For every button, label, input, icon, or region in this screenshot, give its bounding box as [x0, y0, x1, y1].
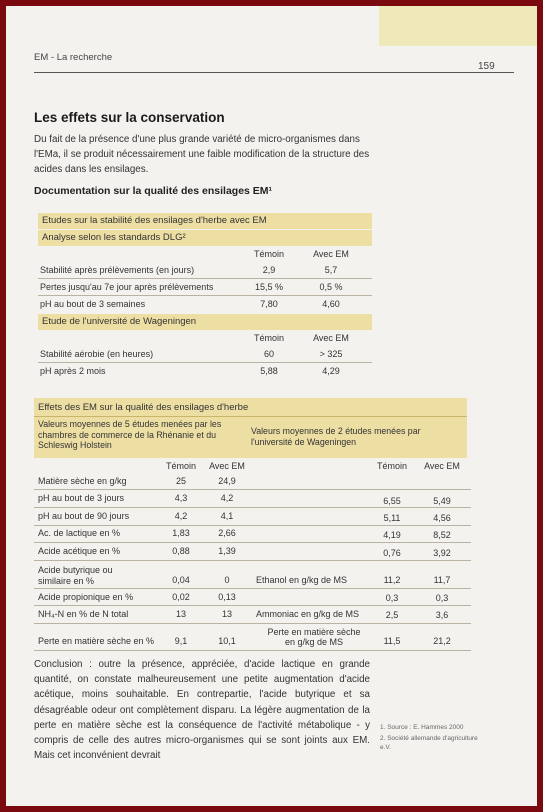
table2-row-a: 9,1	[174, 636, 188, 646]
table2-col-d: Avec EM	[424, 461, 460, 471]
table2-row-c: 0,76	[383, 548, 401, 558]
table1-sub2-col-b: Avec EM	[313, 333, 349, 343]
table2-col-a: Témoin	[165, 461, 196, 471]
table1-subtitle: Analyse selon les standards DLG²	[38, 230, 372, 246]
table2-row-b: 24,9	[218, 476, 236, 486]
table2-row-a: 13	[175, 609, 186, 619]
row-divider	[34, 623, 471, 624]
table2-row-a: 0,04	[172, 575, 190, 585]
row-divider	[34, 489, 471, 490]
table1-col-a: Témoin	[253, 249, 284, 259]
row-divider	[38, 278, 372, 279]
table2-row-label: NH₄-N en % de N total	[38, 609, 129, 619]
footnote-2: 2. Société allemande d'agriculture	[380, 735, 478, 742]
table2-row-label: Perte en matière sèche en %	[38, 636, 155, 646]
table1-row-label: pH au bout de 3 semaines	[40, 299, 146, 309]
table2-row-b: 2,66	[218, 528, 236, 538]
table1-row-label: Stabilité après prélèvements (en jours)	[40, 265, 195, 275]
table2-left-head: Valeurs moyennes de 5 études menées par les chambres de commerce de la Rhénanie et du Schleswig Holstein	[38, 419, 222, 450]
table1-sub2-row-a: 60	[263, 349, 274, 359]
table1-row-b: 5,7	[324, 265, 338, 275]
table1-sub2-row-b: 4,29	[322, 366, 340, 376]
table2-row-label: Acide butyrique ou similaire en %	[38, 565, 113, 586]
table1-sub2-title: Etude de l'université de Wageningen	[38, 314, 372, 330]
table2-row-d: 3,92	[433, 548, 451, 558]
table2-row-b: 1,39	[218, 546, 236, 556]
header-rule	[34, 72, 514, 73]
section-title: Les effets sur la conservation	[34, 110, 225, 125]
table2-row-a: 25	[175, 476, 186, 486]
table1-col-b: Avec EM	[313, 249, 349, 259]
table1-row-a: 2,9	[262, 265, 276, 275]
table2-title: Effets des EM sur la qualité des ensilages d'herbe	[38, 402, 249, 413]
table2-row-b: 0,13	[218, 592, 236, 602]
table2-right-head: Valeurs moyennes de 2 études menées par l'université de Wageningen	[251, 426, 421, 447]
doc-heading: Documentation sur la qualité des ensilages EM¹	[34, 185, 273, 197]
table2-bottom-rule	[34, 650, 471, 651]
table2-row-c: 11,5	[383, 636, 401, 646]
table2-row-d: 8,52	[433, 530, 451, 540]
table2-row-b: 4,2	[220, 493, 234, 503]
row-divider	[34, 560, 471, 561]
row-divider	[38, 362, 372, 363]
table2-row-d: 0,3	[435, 593, 449, 603]
table1-sub2-row-a: 5,88	[260, 366, 278, 376]
page-number: 159	[478, 61, 495, 72]
table2-row-label: Acide propionique en %	[38, 592, 134, 602]
row-divider	[34, 542, 471, 543]
table2-row-a: 0,88	[172, 546, 190, 556]
table2-row-rlabel: Ammoniac en g/kg de MS	[256, 609, 360, 619]
footnote-1: 1. Source : E. Hammes 2000	[380, 724, 464, 731]
table2-row-d: 4,56	[433, 513, 451, 523]
table2-row-d: 3,6	[435, 610, 449, 620]
table2-row-c: 0,3	[385, 593, 399, 603]
table2-row-c: 2,5	[385, 610, 399, 620]
table2-col-c: Témoin	[376, 461, 407, 471]
table1-sub2-col-a: Témoin	[253, 333, 284, 343]
table2-row-label: Acide acétique en %	[38, 546, 121, 556]
row-divider	[34, 525, 471, 526]
table2-row-b: 0	[224, 575, 230, 585]
table2-row-b: 10,1	[218, 636, 236, 646]
table2-title-rule	[34, 416, 467, 417]
table2-row-a: 1,83	[172, 528, 190, 538]
table2-row-c: 5,11	[383, 513, 401, 523]
table1-row-label: Pertes jusqu'au 7e jour après prélèvements	[40, 282, 214, 292]
table2-row-label: pH au bout de 3 jours	[38, 493, 125, 503]
table2-row-label: pH au bout de 90 jours	[38, 511, 130, 521]
table1-row-b: 0,5 %	[319, 282, 343, 292]
table2-row-c: 6,55	[383, 496, 401, 506]
table1-sub2-row-label: Stabilité aérobie (en heures)	[40, 349, 154, 359]
row-divider	[34, 588, 471, 589]
table2-row-a: 0,02	[172, 592, 190, 602]
table2-row-c: 11,2	[383, 575, 401, 585]
table1-row-a: 15,5 %	[254, 282, 284, 292]
table2-row-b: 4,1	[220, 511, 234, 521]
table2-row-a: 4,3	[174, 493, 188, 503]
table2-row-rlabel: Ethanol en g/kg de MS	[256, 575, 348, 585]
table1-title: Etudes sur la stabilité des ensilages d'herbe avec EM	[38, 213, 372, 229]
table1-sub2-row-b: > 325	[319, 349, 343, 359]
running-title: EM - La recherche	[34, 52, 113, 63]
table2-row-c: 4,19	[383, 530, 401, 540]
footnote-2-cont: e.V.	[380, 744, 391, 751]
intro-paragraph: Du fait de la présence d'une plus grande variété de micro-organismes dans l'EMa, il se produit nécessairement une faible modification de la structure des acides dans les ensilages.	[34, 134, 370, 175]
row-divider	[34, 507, 471, 508]
table2-row-label: Ac. de lactique en %	[38, 528, 121, 538]
table2-row-d: 5,49	[433, 496, 451, 506]
table2-row-a: 4,2	[174, 511, 188, 521]
table1-row-a: 7,80	[260, 299, 278, 309]
table1-row-b: 4,60	[322, 299, 340, 309]
conclusion-paragraph: Conclusion : outre la présence, appréciée, d'acide lactique en grande quantité, on constate malheureusement une petite augmentation d'acide acétique, moins souhaitable. En contrepartie, l'acide butyrique et sa désagréable odeur ont complètement disparu. La légère augmentation de la perte en matière sèche est la conséquence de l'activité métabolique - y compris de celle des autres micro-organismes qui se sont joints aux EM. Mais cet inconvénient devrait	[34, 659, 370, 762]
table2-row-b: 13	[221, 609, 232, 619]
row-divider	[38, 295, 372, 296]
row-divider	[34, 605, 471, 606]
table2-row-label: Matière sèche en g/kg	[38, 476, 127, 486]
table2-row-d: 11,7	[433, 575, 451, 585]
document-page	[6, 6, 537, 806]
top-color-block	[379, 6, 537, 46]
table1-sub2-row-label: pH après 2 mois	[40, 366, 106, 376]
table2-row-d: 21,2	[433, 636, 451, 646]
table2-row-rlabel: Perte en matière sèche en g/kg de MS	[267, 627, 361, 647]
table2-col-b: Avec EM	[209, 461, 245, 471]
